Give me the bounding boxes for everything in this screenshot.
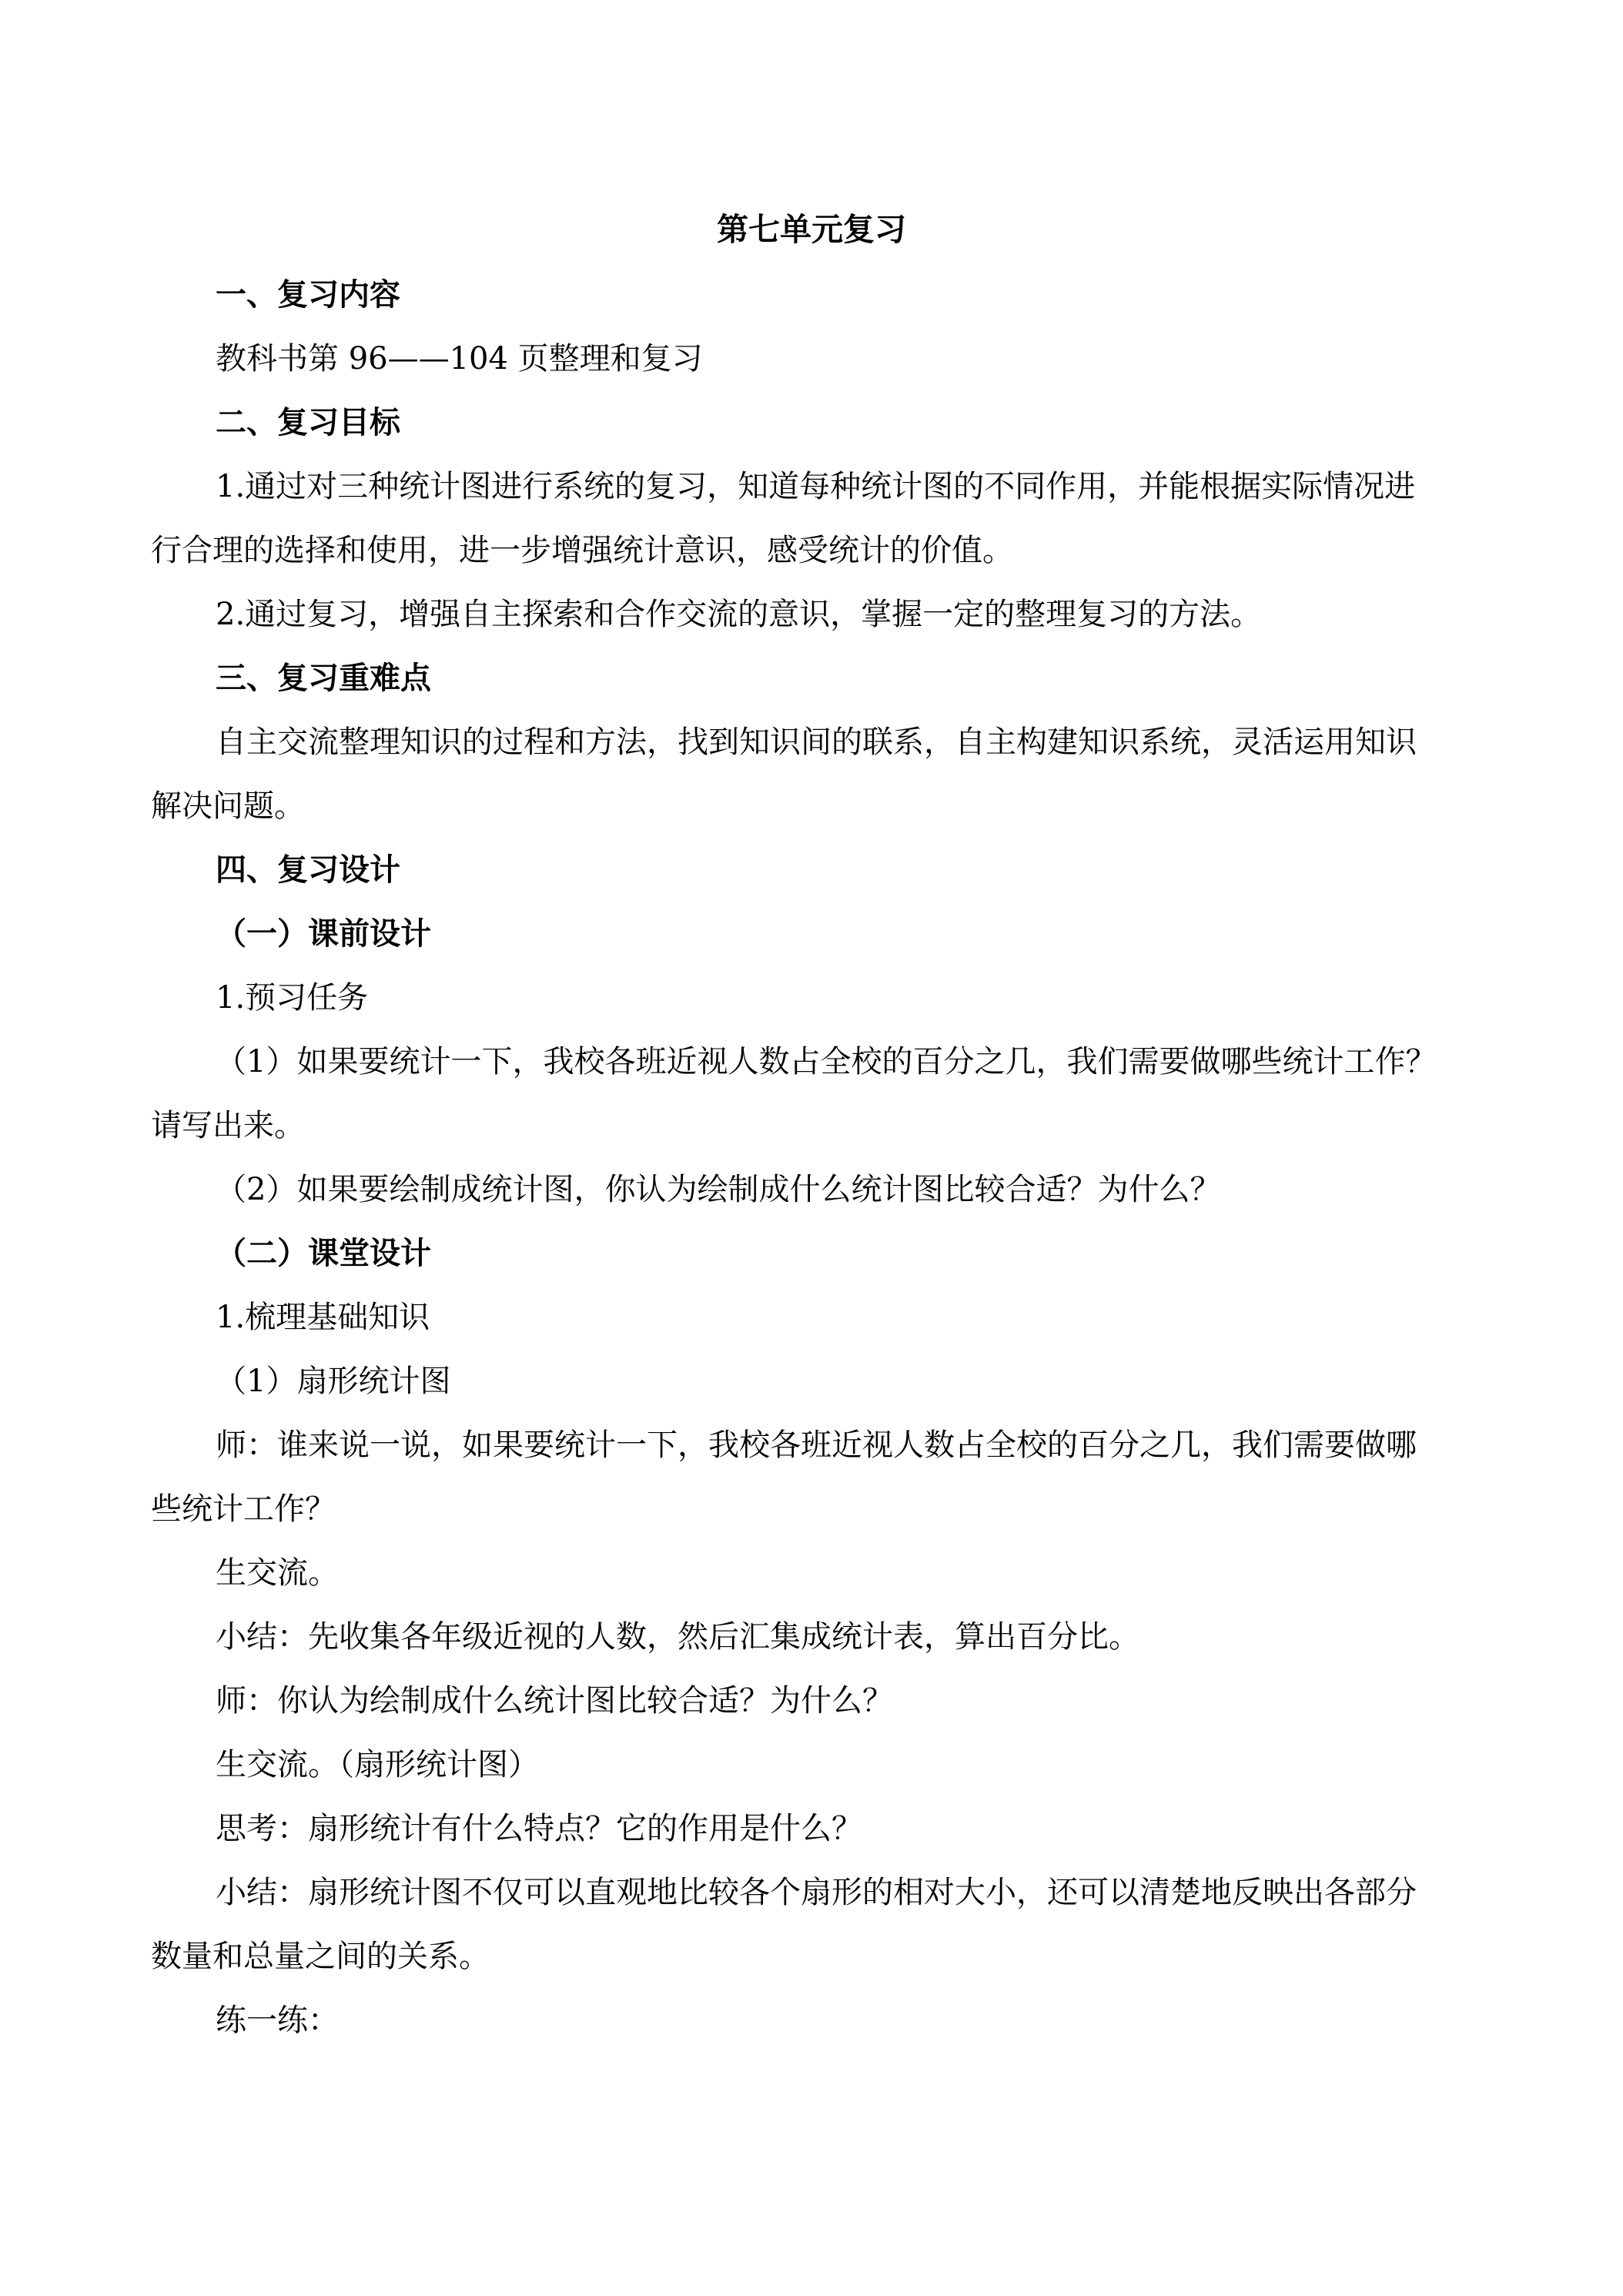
paragraph-summary-2-cont: 数量和总量之间的关系。 (151, 1939, 490, 1974)
paragraph-pie-chart: （1）扇形统计图 (216, 1364, 451, 1399)
paragraph-textbook-pages: 教科书第 96——104 页整理和复习 (216, 341, 703, 377)
paragraph-task-1-cont: 请写出来。 (151, 1108, 305, 1143)
paragraph-think: 思考：扇形统计有什么特点？它的作用是什么？ (216, 1811, 862, 1846)
paragraph-summary-1: 小结：先收集各年级近视的人数，然后汇集成统计表，算出百分比。 (216, 1619, 1139, 1655)
paragraph-student-exchange-2: 生交流。（扇形统计图） (216, 1747, 539, 1782)
paragraph-goal-1-cont: 行合理的选择和使用，进一步增强统计意识，感受统计的价值。 (151, 533, 1013, 568)
heading-review-content: 一、复习内容 (216, 277, 400, 313)
paragraph-goal-1: 1.通过对三种统计图进行系统的复习，知道每种统计图的不同作用，并能根据实际情况进 (216, 469, 1416, 504)
heading-review-design: 四、复习设计 (216, 852, 400, 888)
heading-pre-class-design: （一）课前设计 (216, 916, 431, 952)
paragraph-summary-2: 小结：扇形统计图不仅可以直观地比较各个扇形的相对大小，还可以清楚地反映出各部分 (216, 1875, 1417, 1910)
paragraph-student-exchange-1: 生交流。 (216, 1555, 339, 1591)
paragraph-practice: 练一练： (216, 2003, 339, 2038)
paragraph-task-2: （2）如果要绘制成统计图，你认为绘制成什么统计图比较合适？为什么？ (216, 1172, 1221, 1207)
paragraph-task-1: （1）如果要统计一下，我校各班近视人数占全校的百分之几，我们需要做哪些统计工作？ (216, 1044, 1437, 1079)
heading-key-points: 三、复习重难点 (216, 661, 431, 696)
paragraph-preview-task: 1.预习任务 (216, 980, 369, 1016)
paragraph-teacher-question-2: 师：你认为绘制成什么统计图比较合适？为什么？ (216, 1683, 893, 1719)
heading-classroom-design: （二）课堂设计 (216, 1236, 431, 1271)
paragraph-goal-2: 2.通过复习，增强自主探索和合作交流的意识，掌握一定的整理复习的方法。 (216, 597, 1262, 632)
paragraph-teacher-question-1: 师：谁来说一说，如果要统计一下，我校各班近视人数占全校的百分之几，我们需要做哪 (216, 1427, 1417, 1463)
paragraph-key-points: 自主交流整理知识的过程和方法，找到知识间的联系，自主构建知识系统，灵活运用知识 (216, 725, 1417, 760)
document-title: 第七单元复习 (717, 211, 906, 248)
paragraph-key-points-cont: 解决问题。 (151, 788, 305, 824)
heading-review-goals: 二、复习目标 (216, 405, 400, 440)
paragraph-teacher-question-1-cont: 些统计工作？ (151, 1491, 336, 1527)
paragraph-basic-knowledge: 1.梳理基础知识 (216, 1300, 430, 1335)
